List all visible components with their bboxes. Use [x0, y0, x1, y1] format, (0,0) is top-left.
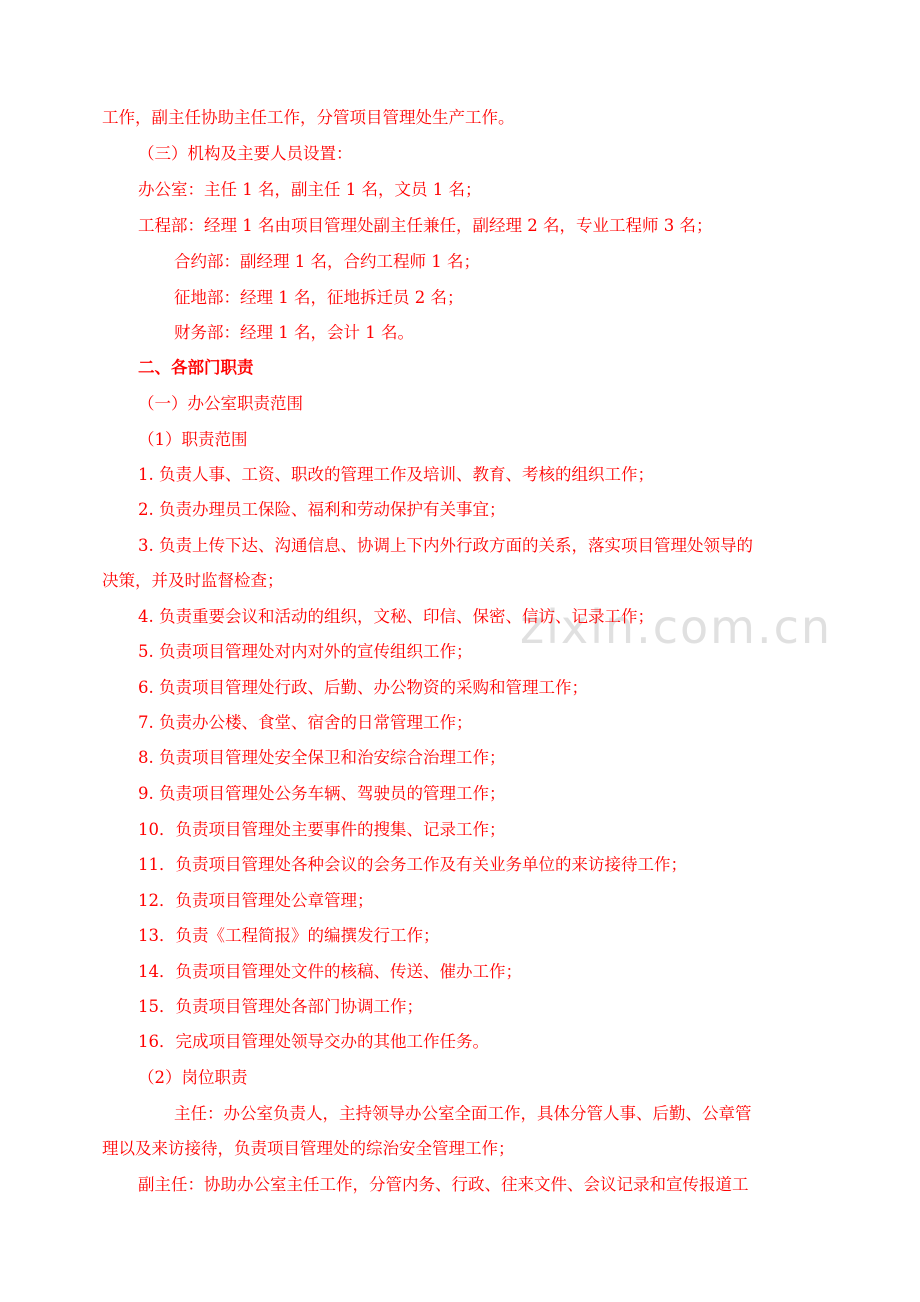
list-item: 12．负责项目管理处公章管理； [138, 891, 374, 910]
list-item: 2. 负责办理员工保险、福利和劳动保护有关事宜； [138, 500, 506, 519]
section-heading: （三）机构及主要人员设置： [138, 144, 353, 163]
text-line: 办公室：主任 1 名，副主任 1 名，文员 1 名； [138, 180, 482, 199]
list-item: 4. 负责重要会议和活动的组织，文秘、印信、保密、信访、记录工作； [138, 607, 654, 626]
text-line: 合约部：副经理 1 名，合约工程师 1 名； [174, 252, 480, 271]
text-line: 财务部：经理 1 名，会计 1 名。 [174, 323, 414, 342]
subsection-heading: （1）职责范围 [138, 430, 248, 449]
text-line: 工作，副主任协助主任工作，分管项目管理处生产工作。 [102, 108, 515, 127]
list-item: 5. 负责项目管理处对内对外的宣传组织工作； [138, 642, 473, 661]
list-item: 11．负责项目管理处各种会议的会务工作及有关业务单位的来访接待工作； [138, 855, 687, 874]
text-line: 工程部：经理 1 名由项目管理处副主任兼任，副经理 2 名，专业工程师 3 名； [138, 216, 713, 235]
watermark: zixin.com.cn [520, 600, 833, 654]
chapter-heading: 二、各部门职责 [138, 358, 254, 377]
list-item: 8. 负责项目管理处安全保卫和治安综合治理工作； [138, 748, 506, 767]
list-item: 15．负责项目管理处各部门协调工作； [138, 997, 423, 1016]
list-item: 7. 负责办公楼、食堂、宿舍的日常管理工作； [138, 713, 473, 732]
list-item: 9. 负责项目管理处公务车辆、驾驶员的管理工作； [138, 784, 506, 803]
section-heading: （一）办公室职责范围 [138, 394, 303, 413]
list-item: 13．负责《工程简报》的编撰发行工作； [138, 926, 440, 945]
list-item-continuation: 决策，并及时监督检查； [102, 571, 284, 590]
list-item: 14．负责项目管理处文件的核稿、传送、催办工作； [138, 962, 522, 981]
list-item: 6. 负责项目管理处行政、后勤、办公物资的采购和管理工作； [138, 678, 588, 697]
list-item: 3. 负责上传下达、沟通信息、协调上下内外行政方面的关系，落实项目管理处领导的 [138, 536, 753, 555]
text-line: 理以及来访接待，负责项目管理处的综治安全管理工作； [102, 1139, 515, 1158]
list-item: 10．负责项目管理处主要事件的搜集、记录工作； [138, 820, 506, 839]
text-line: 征地部：经理 1 名，征地拆迁员 2 名； [174, 288, 464, 307]
text-line: 主任：办公室负责人，主持领导办公室全面工作，具体分管人事、后勤、公章管 [174, 1104, 752, 1123]
subsection-heading: （2）岗位职责 [138, 1068, 248, 1087]
list-item: 16．完成项目管理处领导交办的其他工作任务。 [138, 1032, 489, 1051]
text-line: 副主任：协助办公室主任工作，分管内务、行政、往来文件、会议记录和宣传报道工 [138, 1175, 749, 1194]
list-item: 1. 负责人事、工资、职改的管理工作及培训、教育、考核的组织工作； [138, 465, 654, 484]
